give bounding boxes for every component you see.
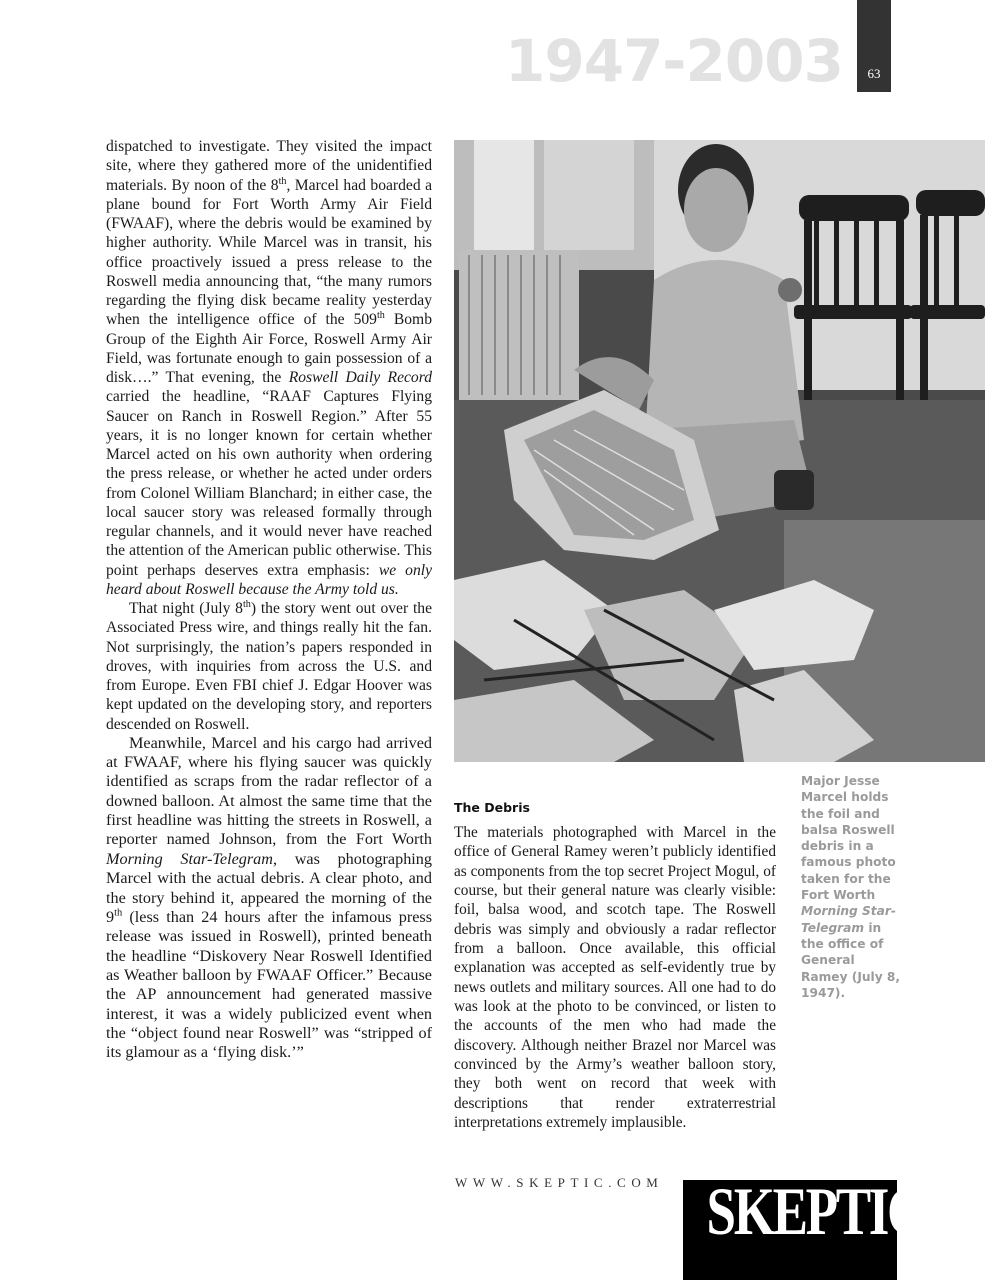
paragraph-2 [106,599,432,734]
sidebar-title: The Debris [454,800,530,815]
text-run: Bomb Group of the Eighth Air Force, Roswell Army Air Field, was fortunate enough to gain possession of a disk….” That evening, the [106,311,432,386]
emphasis-text: we only heard about Roswell because the Army told us. [106,561,432,598]
superscript: th [242,598,251,610]
header-year-range: 1947-2003 [505,27,843,95]
article-column-left [106,137,432,1063]
superscript: th [278,175,287,187]
text-run: That night (July 8 [129,600,243,617]
text-run: Meanwhile, Marcel and his cargo had arrived at FWAAF, where his flying saucer was quickly identified as scraps from the radar reflector of a downed balloon. At almost the same time that the first headline was hitting the streets in Roswell, a reporter named Johnson, from the Fort Worth [106,733,432,849]
text-run: , Marcel had boarded a plane bound for Fort Worth Army Air Field (FWAAF), where the debris would be examined by higher authority. While Marcel was in transit, his office proactively issued a press release to the Roswell media announcing that, “the many rumors regarding the flying disk became reality yesterday when the intelligence office of the 509 [106,176,432,329]
skeptic-logo [683,1173,924,1280]
page-number: 63 [867,66,881,81]
caption-text: in the office of General Ramey (July 8, 1947). [801,920,901,1000]
photograph-icon [454,140,985,762]
paragraph-1 [106,137,432,599]
caption-text: Major Jesse Marcel holds the foil and balsa Roswell debris in a famous photo taken for the Fort Worth [801,774,896,903]
superscript: th [114,907,123,919]
paragraph-3 [106,734,432,1063]
text-run: ) the story went out over the Associated Press wire, and things really hit the fan. Not surprisingly, the nation’s papers responded in droves, with inquiries from across the U.S. and from Europe. Even FBI chief J. Edgar Hoover was kept updated on the developing story, and reporters descended on Roswell. [106,600,432,733]
text-run: (less than 24 hours after the infamous press release was issued in Roswell), printed beneath the headline “Diskovery Near Roswell Identified as Weather balloon by FWAAF Officer.” Because the AP announcement had generated massive interest, it was a widely publicized event when the “object found near Roswell” was “stripped of its glamour as a ‘flying disk.’” [106,907,432,1062]
footer-url: WWW.SKEPTIC.COM [455,1175,664,1190]
newspaper-title: Roswell Daily Record [288,369,432,386]
superscript: th [376,310,385,322]
newspaper-title: Morning Star-Telegram [106,849,273,868]
marcel-debris-photo [454,140,985,762]
caption-newspaper-title: Morning Star-Telegram [801,904,896,935]
logo-text: SKEPTIC [706,1173,924,1249]
text-run: , was photographing Marcel with the actual debris. A clear photo, and the story behind it, appeared the morning of the 9 [106,849,432,926]
text-run: carried the headline, “RAAF Captures Flying Saucer on Ranch in Roswell Region.” After 55 years, it is no longer known for certain whether Marcel acted on his own authority when ordering the press release, or whether he acted under orders from Colonel William Blanchard; in either case, the local saucer story was released formally through regular channels, and it would never have reached the attention of the American public otherwise. This point perhaps deserves extra emphasis: [106,388,432,579]
sidebar-body: The materials photographed with Marcel in the office of General Ramey weren’t publicly identified as components from the top secret Project Mogul, of course, but their general nature was clearly visible: foil, balsa wood, and scotch tape. The Roswell debris was simply and obviously a radar reflector from a balloon. Once available, this official explanation was accepted as self-evidently true by news outlets and military sources. All one had to do was look at the photo to be convinced, or listen to the accounts of the men who had made the discovery. Although neither Brazel nor Marcel was convinced by the Army’s weather balloon story, they both went on record that week with descriptions that render extraterrestrial interpretations extremely implausible. [454,824,776,1132]
sidebar-the-debris [454,800,776,1133]
photo-caption [801,773,901,1001]
text-run: dispatched to investigate. They visited the impact site, where they gathered more of the unidentified materials. By noon of the 8 [106,138,432,194]
